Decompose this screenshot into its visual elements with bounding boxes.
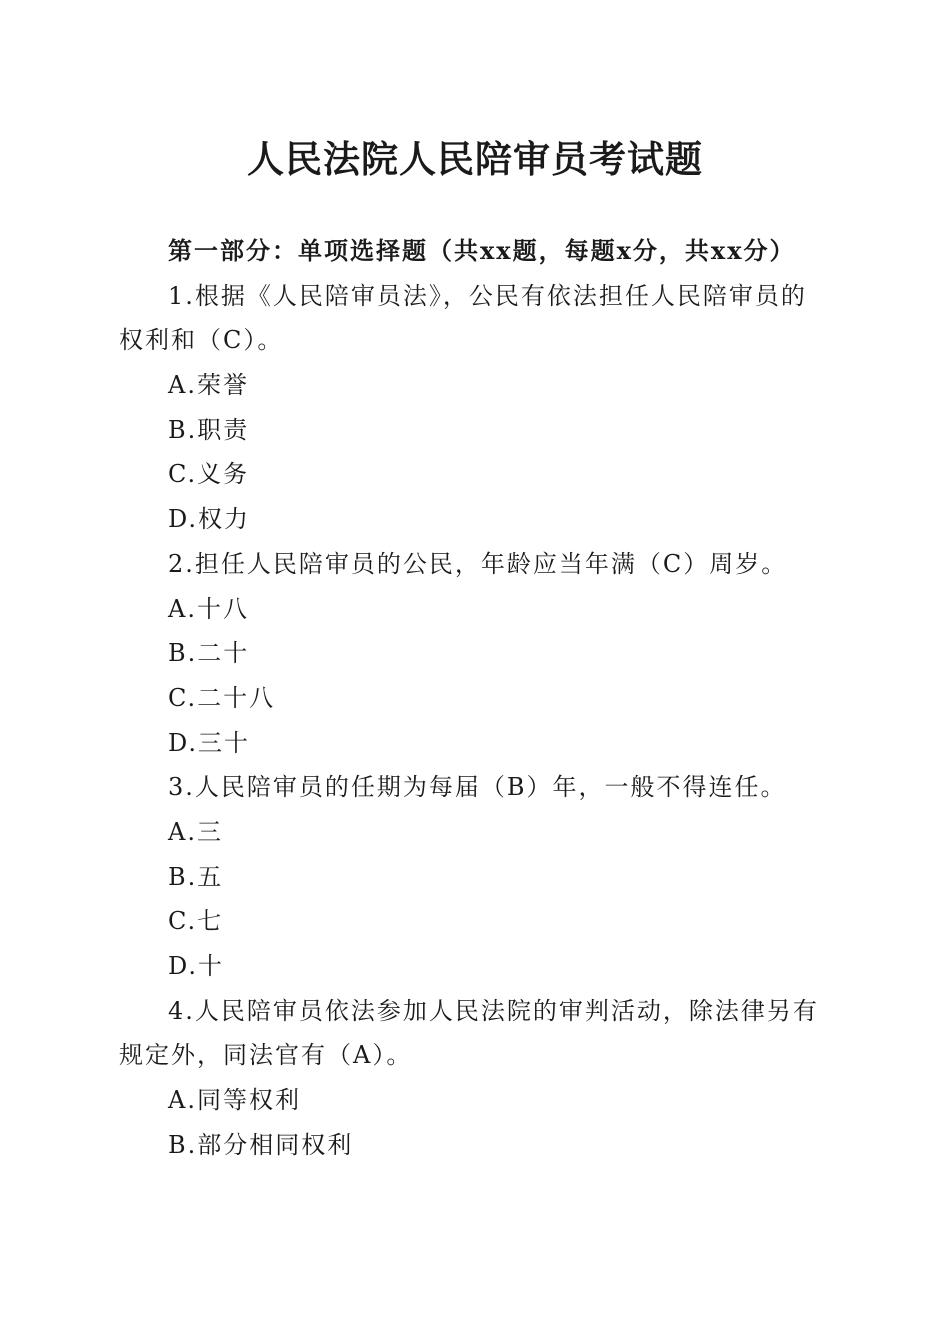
question-1-text-continued: 权利和（C）。 bbox=[119, 326, 284, 355]
question-3-option-d: D.十 bbox=[168, 952, 225, 980]
question-2-option-c: C.二十八 bbox=[168, 683, 276, 712]
question-2-option-b: B.二十 bbox=[168, 639, 250, 668]
question-3-text: 3.人民陪审员的任期为每届（B）年，一般不得连任。 bbox=[168, 773, 787, 802]
question-1-option-c: C.义务 bbox=[168, 460, 250, 489]
question-4-text-continued: 规定外，同法官有（A）。 bbox=[119, 1041, 413, 1070]
question-2-option-d: D.三十 bbox=[168, 728, 251, 757]
question-3-option-a: A.三 bbox=[168, 817, 223, 846]
question-4-text: 4.人民陪审员依法参加人民法院的审判活动，除法律另有 bbox=[168, 996, 819, 1025]
page-title: 人民法院人民陪审员考试题 bbox=[247, 137, 703, 181]
question-4-option-b: B.部分相同权利 bbox=[168, 1130, 354, 1159]
question-1-option-b: B.职责 bbox=[168, 415, 250, 444]
question-4-option-a: A.同等权利 bbox=[168, 1086, 301, 1115]
question-2-option-a: A.十八 bbox=[168, 594, 249, 623]
question-1-option-a: A.荣誉 bbox=[168, 371, 249, 400]
section-heading: 第一部分：单项选择题（共xx题，每题x分，共xx分） bbox=[168, 236, 796, 265]
question-1-text: 1.根据《人民陪审员法》，公民有依法担任人民陪审员的 bbox=[168, 281, 807, 310]
question-2-text: 2.担任人民陪审员的公民，年龄应当年满（C）周岁。 bbox=[168, 549, 788, 578]
document-body bbox=[119, 229, 831, 1167]
question-1-option-d: D.权力 bbox=[168, 505, 251, 534]
question-3-option-c: C.七 bbox=[168, 907, 224, 936]
question-3-option-b: B.五 bbox=[168, 862, 224, 891]
